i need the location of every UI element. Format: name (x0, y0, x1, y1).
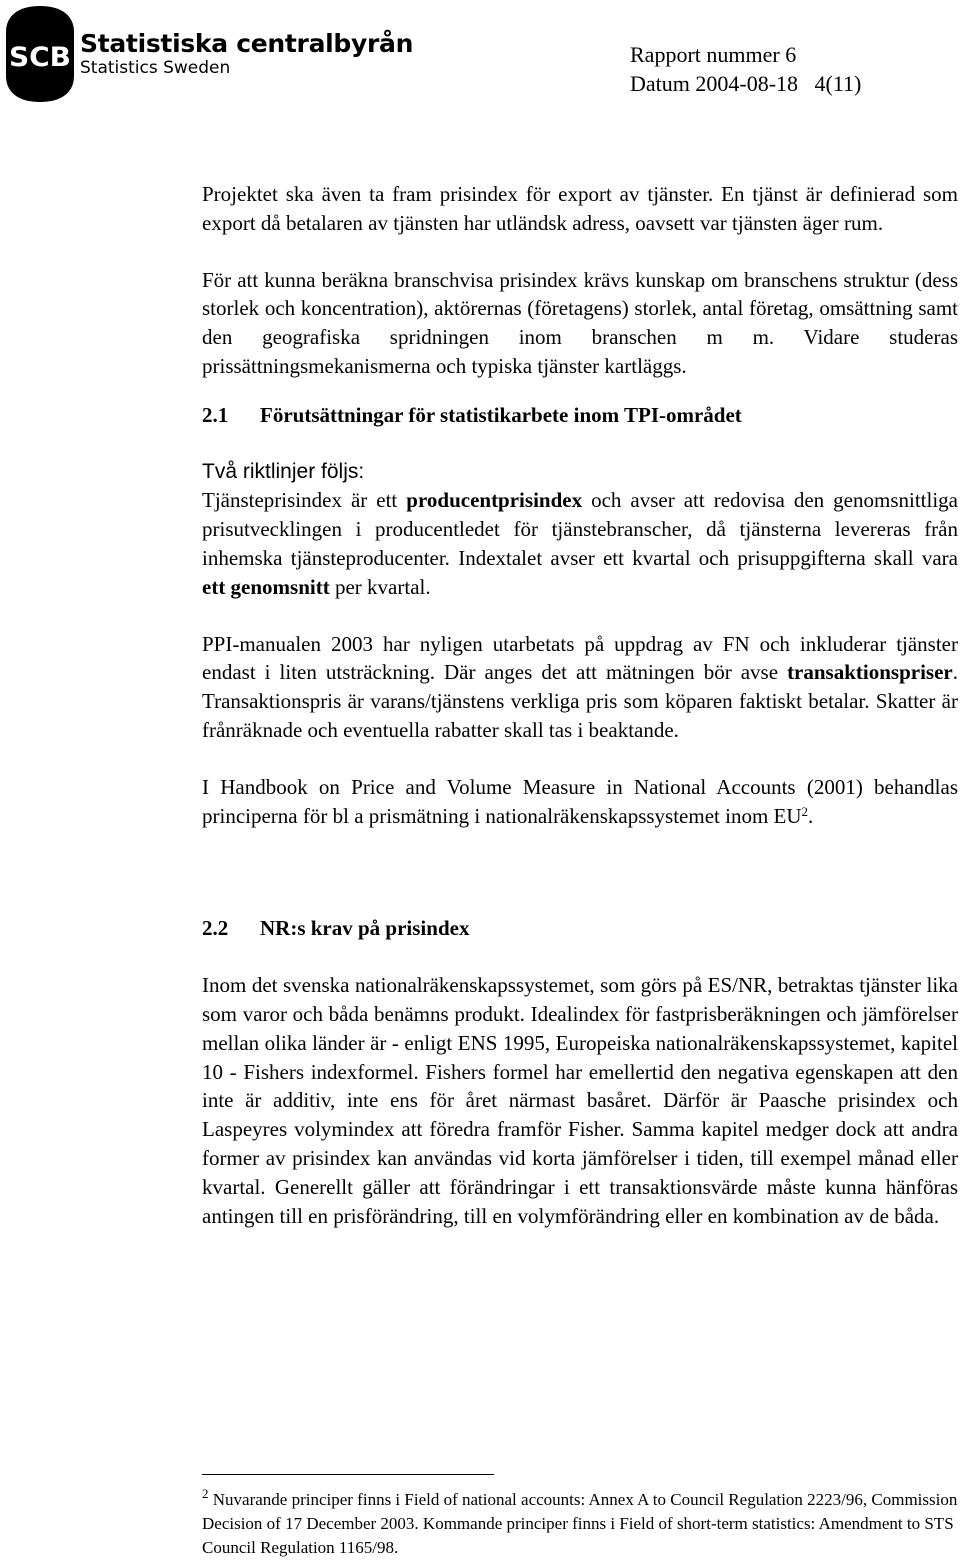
paragraph-handbook (202, 773, 958, 831)
document-body (202, 180, 958, 1230)
section-title: NR:s krav på prisindex (260, 916, 470, 941)
page-header (0, 0, 960, 110)
text-run: Tjänsteprisindex är ett (202, 488, 407, 513)
footnote-text: Nuvarande principer finns i Field of national accounts: Annex A to Council Regulation 2223/96, Commission Decision of 17 December 2003. Kommande principer finns i Field of short-term statistics: Amendment to STS Council Regulation 1165/98. (202, 1490, 958, 1557)
footnote-2 (202, 1488, 958, 1560)
report-date-page: Datum 2004-08-18 4(11) (630, 71, 862, 96)
section-heading-2-2 (202, 914, 958, 943)
section-number: 2.1 (202, 402, 229, 427)
bold-term-producentprisindex: producentprisindex (406, 488, 583, 513)
text-run: I Handbook on Price and Volume Measure in National Accounts (2001) behandlas principerna för bl a prismätning i nationalräkenskapssystemet inom EU (202, 774, 958, 828)
organization-name (80, 30, 413, 78)
text-run: och avser att redovisa den genomsnittliga prisutvecklingen i producentledet för tjänstebranscher, då tjänsterna levereras från inhemska tjänsteproducenter. Indextalet avser ett kvartal och prisuppgifterna skall vara (202, 488, 958, 570)
org-name-swedish: Statistiska centralbyrån (80, 29, 414, 58)
footnote (202, 1488, 958, 1560)
bold-term-genomsnitt: ett genomsnitt (202, 574, 330, 599)
footnote-separator (202, 1474, 494, 1475)
scb-logo (4, 4, 76, 109)
section-heading-2-1 (202, 401, 958, 430)
text-run: per kvartal. (329, 574, 431, 599)
bold-term-transaktionspriser: transaktionspriser (787, 660, 953, 685)
footnote-marker: 2 (202, 1486, 209, 1501)
paragraph-ppi-manual (202, 630, 958, 745)
section-number: 2.2 (202, 916, 229, 941)
report-number: Rapport nummer 6 (630, 42, 797, 67)
paragraph-producer-price-index (202, 486, 958, 601)
paragraph-export-services: Projektet ska även ta fram prisindex för export av tjänster. En tjänst är definierad som export då betalaren av tjänsten har utländsk adress, oavsett var tjänsten äger rum. (202, 182, 958, 235)
org-name-english: Statistics Sweden (80, 58, 231, 78)
paragraph-industry-structure: För att kunna beräkna branschvisa prisindex krävs kunskap om branschens struktur (dess storlek och koncentration), aktörernas (företagens) storlek, antal företag, omsättning samt den geografiska spridningen inom branschen m m. Vidare studeras prissättningsmekanismerna och typiska tjänster kartläggs. (202, 267, 958, 378)
paragraph-national-accounts: Inom det svenska nationalräkenskapssystemet, som görs på ES/NR, betraktas tjänster lika som varor och båda benämns produkt. Idealindex för fastprisberäkningen och jämförelser mellan olika länder är - enligt ENS 1995, Europeiska nationalräkenskapssystemet, kapitel 10 - Fishers indexformel. Fishers formel har emellertid den negativa egenskapen att den inte är additiv, inte ens för året närmast basåret. Därför är Paasche prisindex och Laspeyres volymindex att föredra framför Fisher. Samma kapitel medger dock att andra former av prisindex kan användas vid korta jämförelser i tiden, till exempel månad eller kvartal. Generellt gäller att förändringar i ett transaktionsvärde måste kunna hänföras antingen till en prisförändring, till en volymförändring eller en kombination av de båda. (202, 973, 958, 1228)
guidelines-intro: Två riktlinjer följs: (202, 459, 365, 483)
scb-logo-text: SCB (9, 42, 71, 73)
scb-logo-mark (4, 4, 76, 104)
section-title: Förutsättningar för statistikarbete inom TPI-området (260, 402, 742, 427)
report-meta (630, 40, 861, 98)
text-run: . Transaktionspris är varans/tjänstens verkliga pris som köparen faktiskt betalar. Skatter är frånräknade och eventuella rabatter skall tas i beaktande. (202, 660, 958, 742)
text-run: . (808, 803, 814, 828)
text-run: PPI-manualen 2003 har nyligen utarbetats på uppdrag av FN och inkluderar tjänster endast i liten utsträckning. Där anges det att mätningen bör avse (202, 631, 958, 685)
footnote-reference: 2 (801, 803, 809, 819)
